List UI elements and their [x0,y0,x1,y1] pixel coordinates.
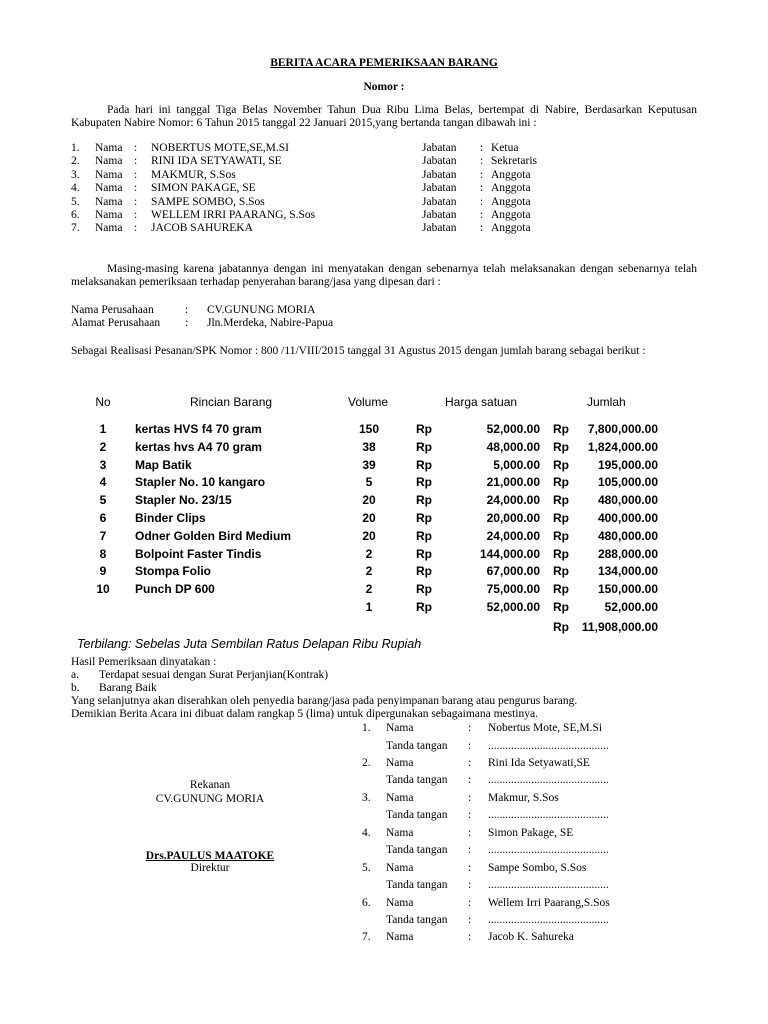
row-total-currency: Rp [553,475,569,490]
member-jabatan: Sekretaris [491,155,537,168]
signature-dots: .......................................... [488,809,609,822]
member-jabatan-label: Jabatan [422,142,457,154]
result-b-text: Barang Baik [99,682,157,694]
row-price-currency: Rp [416,546,432,561]
signature-name-label: Nama [386,756,414,769]
row-price: 21,000.00 [486,475,540,490]
signature-sign-colon: : [468,809,472,822]
member-number: 4. [71,182,80,195]
member-jabatan-colon: : [480,142,484,154]
signature-name-row [362,757,662,771]
member-jabatan-label: Jabatan [422,195,457,208]
row-total: 288,000.00 [597,546,658,561]
member-jabatan-colon: : [480,168,484,181]
row-volume: 20 [362,528,376,543]
signature-sign-row [362,879,662,893]
member-name: RINI IDA SETYAWATI, SE [151,155,282,168]
signature-name-colon: : [468,791,472,804]
result-heading: Hasil Pemeriksaan dinyatakan : [71,656,217,668]
signature-number: 2. [362,756,371,769]
row-no: 3 [99,457,107,472]
signature-sign-label: Tanda tangan [386,914,448,926]
member-jabatan-colon: : [480,182,484,195]
signature-sign-row [362,774,662,788]
row-no: 8 [99,546,107,561]
company-name: CV.GUNUNG MORIA [207,304,316,316]
table-row [0,440,768,458]
row-total-currency: Rp [553,582,569,597]
member-name-colon: : [134,168,138,181]
row-total: 105,000.00 [597,475,658,490]
signature-name-row [362,827,662,841]
row-volume: 2 [365,546,373,561]
document-title: BERITA ACARA PEMERIKSAAN BARANG [270,57,498,69]
row-price-currency: Rp [416,600,432,614]
table-row [0,529,768,547]
table-row [0,600,768,618]
signature-dots: .......................................... [488,739,609,752]
company-address-colon: : [185,317,189,329]
signature-name-colon: : [468,722,472,734]
signature-sign-colon: : [468,739,472,752]
row-no: 1 [99,422,107,436]
signature-number: 7. [362,931,371,944]
member-name-colon: : [134,182,138,195]
signature-name: Wellem Irri Paarang,S.Sos [488,896,610,909]
row-no: 10 [96,582,110,597]
row-volume: 2 [365,582,373,597]
signature-sign-row [362,844,662,858]
row-total: 480,000.00 [597,528,658,543]
signature-name-label: Nama [386,931,414,944]
signature-sign-label: Tanda tangan [386,879,448,892]
table-header-row [0,395,768,413]
company-name-colon: : [185,304,189,316]
row-price: 5,000.00 [493,457,540,472]
company-address: Jln.Merdeka, Nabire-Papua [207,317,334,329]
row-total-currency: Rp [553,493,569,508]
company-name-label: Nama Perusahaan [71,304,154,316]
signature-number: 3. [362,791,371,804]
signature-sign-row [362,740,662,754]
grand-total-currency: Rp [553,620,569,634]
member-jabatan-label: Jabatan [422,168,457,181]
row-no: 4 [99,475,107,490]
row-total: 134,000.00 [597,564,658,579]
member-name: NOBERTUS MOTE,SE,M.SI [151,142,289,154]
member-jabatan-colon: : [480,155,484,168]
row-price: 52,000.00 [486,600,540,614]
signature-sign-colon: : [468,879,472,892]
member-row [71,196,691,209]
row-no: 9 [99,564,107,579]
row-price: 24,000.00 [486,528,540,543]
signature-name: Rini Ida Setyawati,SE [488,756,590,769]
table-row [0,511,768,529]
signature-name: Jacob K. Sahureka [488,931,574,944]
member-name-label: Nama [95,142,123,154]
member-row [71,209,691,222]
row-item: Stompa Folio [135,564,211,579]
member-jabatan-colon: : [480,195,484,208]
table-row [0,422,768,440]
row-item: kertas HVS f4 70 gram [135,422,262,436]
row-no: 2 [99,439,107,454]
member-name: MAKMUR, S.Sos [151,168,236,181]
row-total: 150,000.00 [597,582,658,597]
signature-name-label: Nama [386,826,414,839]
row-total: 52,000.00 [604,600,658,614]
director-title: Direktur [190,862,230,874]
member-number: 1. [71,142,80,154]
table-row [0,493,768,511]
signature-sign-row [362,914,662,928]
member-name-colon: : [134,222,138,235]
signature-name-row [362,722,662,736]
member-jabatan-colon: : [480,222,484,235]
member-jabatan: Anggota [491,168,531,181]
signature-dots: .......................................... [488,914,609,926]
member-row [71,169,691,182]
row-item: kertas hvs A4 70 gram [135,439,262,454]
table-row [0,564,768,582]
row-price-currency: Rp [416,564,432,579]
row-price-currency: Rp [416,475,432,490]
signature-name-colon: : [468,896,472,909]
row-price: 48,000.00 [486,439,540,454]
order-paragraph: Sebagai Realisasi Pesanan/SPK Nomor : 800 /11/VIII/2015 tanggal 31 Agustus 2015 dengan jumlah barang sebagai berikut : [71,345,646,357]
grand-total-row [0,620,768,638]
member-number: 7. [71,222,80,235]
row-total: 400,000.00 [597,511,658,525]
signature-name-colon: : [468,861,472,874]
member-number: 3. [71,168,80,181]
member-name: SAMPE SOMBO, S.Sos [151,195,265,208]
member-name-label: Nama [95,195,123,208]
signature-name-colon: : [468,756,472,769]
statement-paragraph: Masing-masing karena jabatannya dengan ini menyatakan dengan sebenarnya telah melaksanakan dengan sebenarnya telah melaksanakan pemeriksaan terhadap penyerahan barang/jasa yang dipesan dari : [71,263,697,288]
member-jabatan-label: Jabatan [422,209,457,221]
row-item: Bolpoint Faster Tindis [135,546,262,561]
member-jabatan: Anggota [491,222,531,235]
row-item: Stapler No. 23/15 [135,493,232,508]
header-total: Jumlah [587,395,626,409]
signature-sign-colon: : [468,914,472,926]
header-item: Rincian Barang [190,395,273,409]
member-jabatan-label: Jabatan [422,182,457,195]
result-b-label: b. [71,682,80,694]
row-volume: 39 [362,457,376,472]
result-a-text: Terdapat sesuai dengan Surat Perjanjian(Kontrak) [99,669,329,681]
row-price: 20,000.00 [486,511,540,525]
company-address-label: Alamat Perusahaan [71,317,161,329]
signature-sign-colon: : [468,844,472,857]
signature-sign-row [362,809,662,823]
member-row [71,182,691,195]
table-row [0,475,768,493]
member-jabatan: Anggota [491,182,531,195]
row-price: 52,000.00 [486,422,540,436]
result-a-label: a. [71,669,79,681]
row-price: 75,000.00 [486,582,540,597]
row-price-currency: Rp [416,457,432,472]
row-total: 480,000.00 [597,493,658,508]
row-price: 144,000.00 [479,546,540,561]
partner-company: CV.GUNUNG MORIA [155,793,265,805]
header-no: No [95,395,111,409]
row-price-currency: Rp [416,439,432,454]
row-item: Map Batik [135,457,192,472]
row-no: 6 [99,511,107,525]
row-price-currency: Rp [416,528,432,543]
member-name: JACOB SAHUREKA [151,222,253,235]
signature-name-row [362,897,662,911]
signature-name: Simon Pakage, SE [488,826,574,839]
member-name-colon: : [134,195,138,208]
signature-dots: .......................................... [488,879,609,892]
row-total-currency: Rp [553,600,569,614]
member-jabatan: Anggota [491,209,531,221]
signature-name: Makmur, S.Sos [488,791,559,804]
row-volume: 20 [362,493,376,508]
member-name: WELLEM IRRI PAARANG, S.Sos [151,209,316,221]
table-row [0,458,768,476]
row-price: 24,000.00 [486,493,540,508]
signature-name-row [362,931,662,945]
signature-name-row [362,862,662,876]
member-number: 6. [71,209,80,221]
row-item: Odner Golden Bird Medium [135,528,292,543]
member-name-label: Nama [95,182,123,195]
signature-sign-colon: : [468,774,472,787]
member-name-label: Nama [95,222,123,235]
member-name-colon: : [134,209,138,221]
member-row [71,222,691,235]
signature-sign-label: Tanda tangan [386,739,448,752]
signature-number: 5. [362,861,371,874]
row-volume: 5 [365,475,373,490]
row-total: 195,000.00 [597,457,658,472]
grand-total-value: 11,908,000.00 [581,620,658,634]
row-no: 5 [99,493,107,508]
header-price: Harga satuan [445,395,518,409]
row-item: Stapler No. 10 kangaro [135,475,266,490]
member-number: 2. [71,155,80,168]
row-price: 67,000.00 [486,564,540,579]
row-total-currency: Rp [553,564,569,579]
row-price-currency: Rp [416,511,432,525]
row-item: Binder Clips [135,511,206,525]
signature-name: Nobertus Mote, SE,M.Si [488,722,603,734]
signature-name-row [362,792,662,806]
header-volume: Volume [348,395,389,409]
director-name: Drs.PAULUS MAATOKE [145,850,275,862]
row-total-currency: Rp [553,528,569,543]
result-line-1: Yang selanjutnya akan diserahkan oleh penyedia barang/jasa pada penyimpanan barang atau pengurus barang. [71,695,578,707]
terbilang-text: Terbilang: Sebelas Juta Sembilan Ratus Delapan Ribu Rupiah [77,637,422,651]
row-volume: 2 [365,564,373,579]
row-volume: 1 [365,600,373,614]
row-price-currency: Rp [416,493,432,508]
result-line-2: Demikian Berita Acara ini dibuat dalam rangkap 5 (lima) untuk dipergunakan sebagaimana mestinya. [71,708,538,720]
member-name-label: Nama [95,155,123,168]
member-name-colon: : [134,155,138,168]
row-total: 1,824,000.00 [587,439,658,454]
row-volume: 150 [358,422,380,436]
row-total: 7,800,000.00 [587,422,658,436]
signature-sign-label: Tanda tangan [386,809,448,822]
row-volume: 38 [362,439,376,454]
member-jabatan: Anggota [491,195,531,208]
row-total-currency: Rp [553,422,569,436]
row-total-currency: Rp [553,546,569,561]
member-name: SIMON PAKAGE, SE [151,182,256,195]
member-jabatan: Ketua [491,142,519,154]
member-jabatan-label: Jabatan [422,222,457,235]
member-jabatan-colon: : [480,209,484,221]
member-jabatan-label: Jabatan [422,155,457,168]
signature-number: 4. [362,826,371,839]
signature-dots: .......................................... [488,774,609,787]
row-price-currency: Rp [416,582,432,597]
member-name-colon: : [134,142,138,154]
table-row [0,547,768,565]
signature-name-colon: : [468,826,472,839]
signature-name-colon: : [468,931,472,944]
member-row [71,155,691,168]
intro-paragraph: Pada hari ini tanggal Tiga Belas November Tahun Dua Ribu Lima Belas, bertempat di Nabire, Berdasarkan Keputusan Kabupaten Nabire Nomor: 6 Tahun 2015 tanggal 22 Januari 2015,yang bertanda tangan dibawah ini : [71,104,697,129]
signature-name: Sampe Sombo, S.Sos [488,861,587,874]
signature-dots: .......................................... [488,844,609,857]
member-number: 5. [71,195,80,208]
document-number: Nomor : [363,81,405,93]
signature-sign-label: Tanda tangan [386,774,448,787]
table-row [0,582,768,600]
row-item: Punch DP 600 [135,582,215,597]
member-name-label: Nama [95,209,123,221]
signature-name-label: Nama [386,861,414,874]
row-total-currency: Rp [553,457,569,472]
row-total-currency: Rp [553,439,569,454]
row-price-currency: Rp [416,422,432,436]
signature-name-label: Nama [386,722,414,734]
signature-name-label: Nama [386,791,414,804]
signature-sign-label: Tanda tangan [386,844,448,857]
row-total-currency: Rp [553,511,569,525]
member-name-label: Nama [95,168,123,181]
row-volume: 20 [362,511,376,525]
partner-label: Rekanan [189,779,231,791]
row-no: 7 [99,528,107,543]
signature-number: 1. [362,722,371,734]
member-row [71,142,691,155]
signature-name-label: Nama [386,896,414,909]
signature-number: 6. [362,896,371,909]
